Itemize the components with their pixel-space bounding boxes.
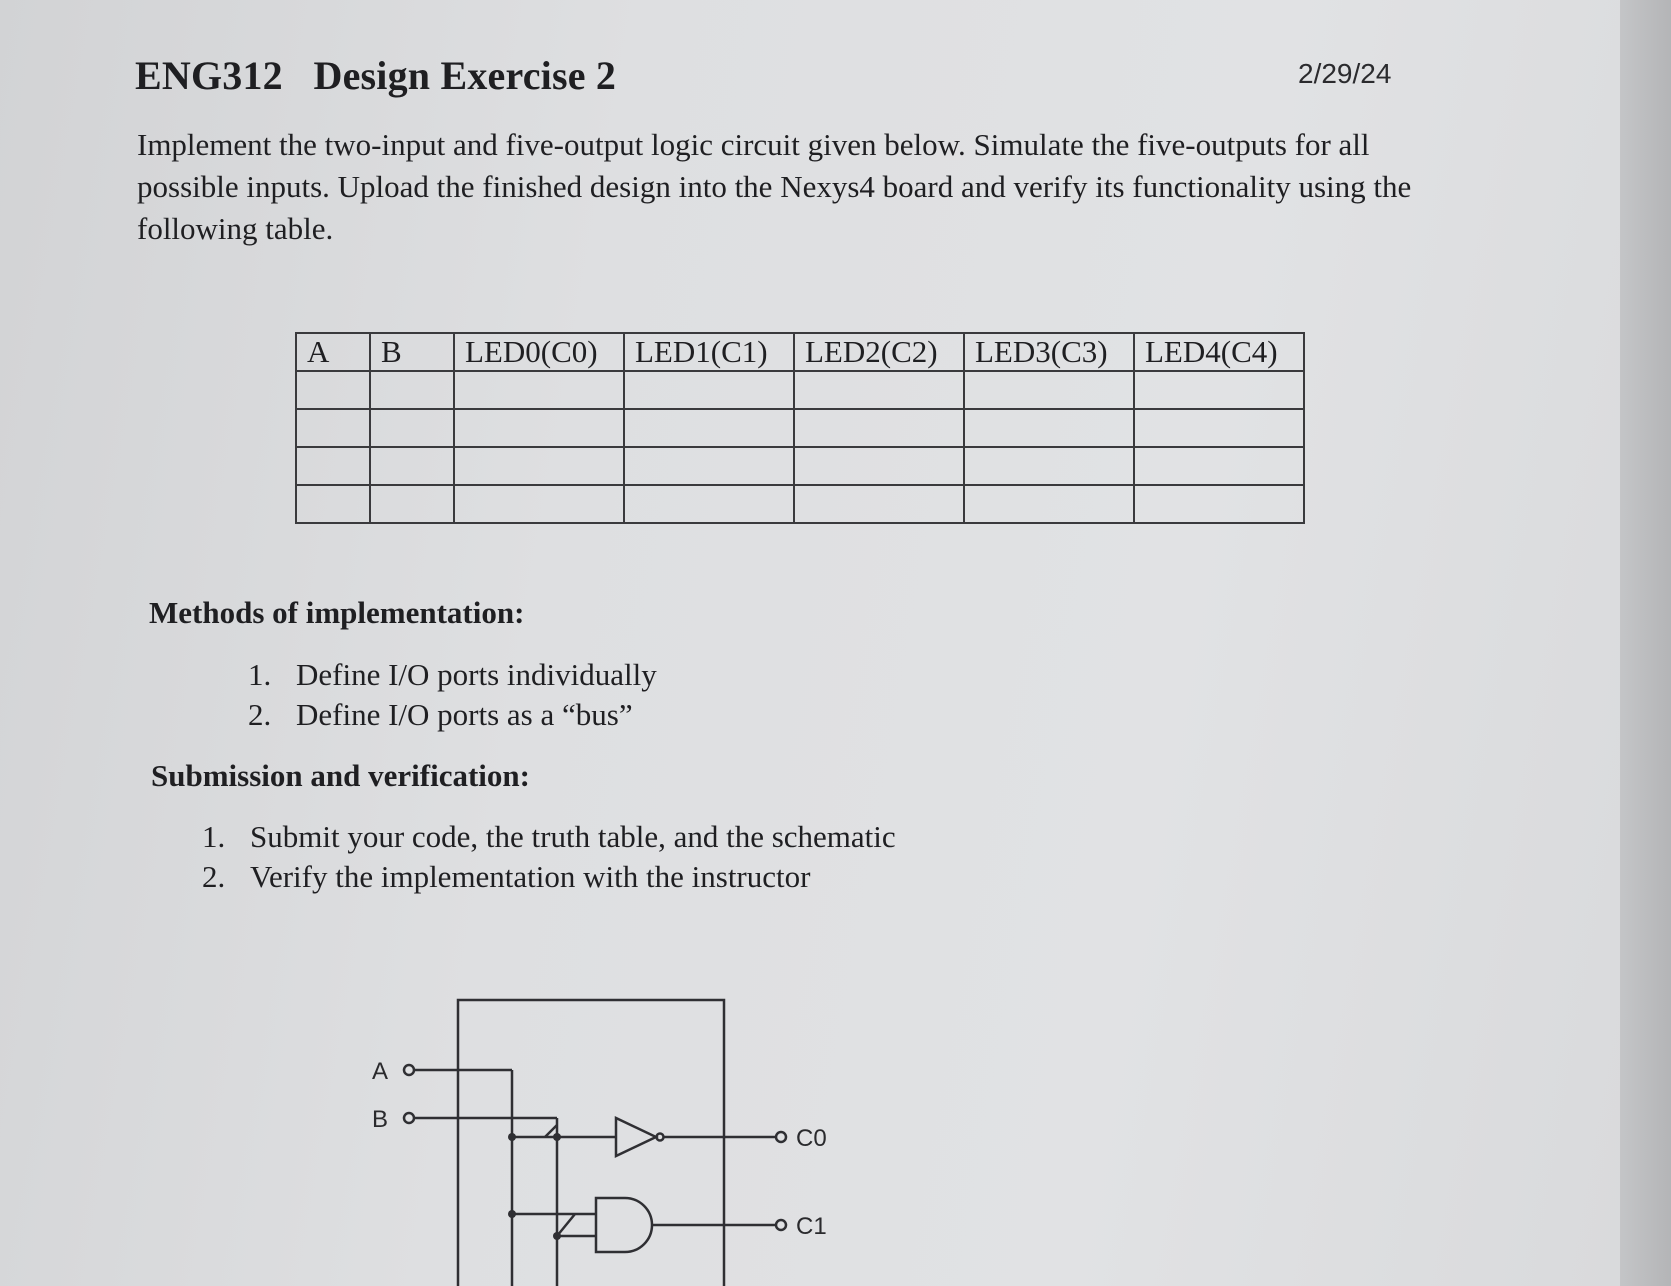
- table-cell: [296, 409, 370, 447]
- junction-dot: [553, 1232, 561, 1240]
- and-gate: [596, 1198, 652, 1252]
- header-cell-led0: LED0(C0): [454, 333, 624, 371]
- junction-dot: [553, 1133, 561, 1141]
- output-c0-terminal: [776, 1132, 786, 1142]
- logic-circuit-schematic: [350, 990, 870, 1286]
- list-number: 2.: [248, 697, 272, 732]
- table-cell: [454, 371, 624, 409]
- table-cell: [624, 409, 794, 447]
- input-b-terminal: [404, 1113, 414, 1123]
- list-item: [202, 817, 896, 857]
- table-cell: [624, 371, 794, 409]
- table-cell: [794, 409, 964, 447]
- input-a-label: A: [372, 1058, 389, 1085]
- methods-heading: Methods of implementation:: [149, 595, 525, 630]
- document-date: 2/29/24: [1298, 58, 1392, 89]
- list-text: Define I/O ports as a “bus”: [296, 697, 633, 732]
- wire-and-crossover: [557, 1214, 575, 1236]
- page-title: ENG312 Design Exercise 2: [135, 53, 617, 98]
- table-cell: [624, 447, 794, 485]
- table-cell: [370, 409, 454, 447]
- junction-dot: [508, 1133, 516, 1141]
- page-edge-shadow: [1620, 0, 1671, 1286]
- table-cell: [454, 485, 624, 523]
- list-item: [248, 655, 657, 695]
- submission-heading: Submission and verification:: [151, 758, 530, 793]
- table-cell: [964, 371, 1134, 409]
- junction-dot: [508, 1210, 516, 1218]
- header-cell-a: A: [296, 333, 370, 371]
- table-cell: [794, 447, 964, 485]
- list-item: [202, 857, 896, 897]
- table-cell: [370, 447, 454, 485]
- not-gate-bubble: [657, 1134, 664, 1141]
- table-cell: [1134, 485, 1304, 523]
- table-cell: [794, 485, 964, 523]
- intro-text: Implement the two-input and five-output logic circuit given below. Simulate the five-outputs for all possible inputs. Upload the finished design into the Nexys4 board and verify its functionality using the following table.: [137, 127, 1412, 246]
- header-cell-led2: LED2(C2): [794, 333, 964, 371]
- output-c1-label: C1: [796, 1213, 827, 1240]
- table-cell: [964, 447, 1134, 485]
- input-b-label: B: [372, 1106, 389, 1133]
- submission-list: [202, 817, 896, 897]
- table-cell: [964, 409, 1134, 447]
- methods-list: [248, 655, 657, 735]
- input-a-terminal: [404, 1065, 414, 1075]
- table-cell: [370, 371, 454, 409]
- table-cell: [296, 447, 370, 485]
- table-row: [296, 371, 1304, 409]
- list-text: Submit your code, the truth table, and the schematic: [250, 819, 896, 854]
- table-row: [296, 409, 1304, 447]
- list-text: Define I/O ports individually: [296, 657, 657, 692]
- truth-table: [295, 332, 1305, 524]
- table-row: [296, 485, 1304, 523]
- header-cell-led3: LED3(C3): [964, 333, 1134, 371]
- table-cell: [1134, 409, 1304, 447]
- list-number: 1.: [248, 657, 272, 692]
- table-cell: [1134, 447, 1304, 485]
- header-cell-led1: LED1(C1): [624, 333, 794, 371]
- header-cell-b: B: [370, 333, 454, 371]
- table-cell: [454, 447, 624, 485]
- list-number: 1.: [202, 819, 226, 854]
- circuit-enclosure: [458, 1000, 724, 1286]
- output-c0-label: C0: [796, 1125, 827, 1152]
- table-cell: [1134, 371, 1304, 409]
- list-item: [248, 695, 657, 735]
- table-cell: [296, 485, 370, 523]
- table-cell: [296, 371, 370, 409]
- list-text: Verify the implementation with the instructor: [250, 859, 811, 894]
- table-cell: [624, 485, 794, 523]
- intro-paragraph: [137, 124, 1417, 250]
- table-row: [296, 447, 1304, 485]
- truth-table-header-row: [296, 333, 1304, 371]
- not-gate: [616, 1118, 656, 1156]
- table-cell: [794, 371, 964, 409]
- list-number: 2.: [202, 859, 226, 894]
- table-cell: [964, 485, 1134, 523]
- table-cell: [370, 485, 454, 523]
- table-cell: [454, 409, 624, 447]
- output-c1-terminal: [776, 1220, 786, 1230]
- header-cell-led4: LED4(C4): [1134, 333, 1304, 371]
